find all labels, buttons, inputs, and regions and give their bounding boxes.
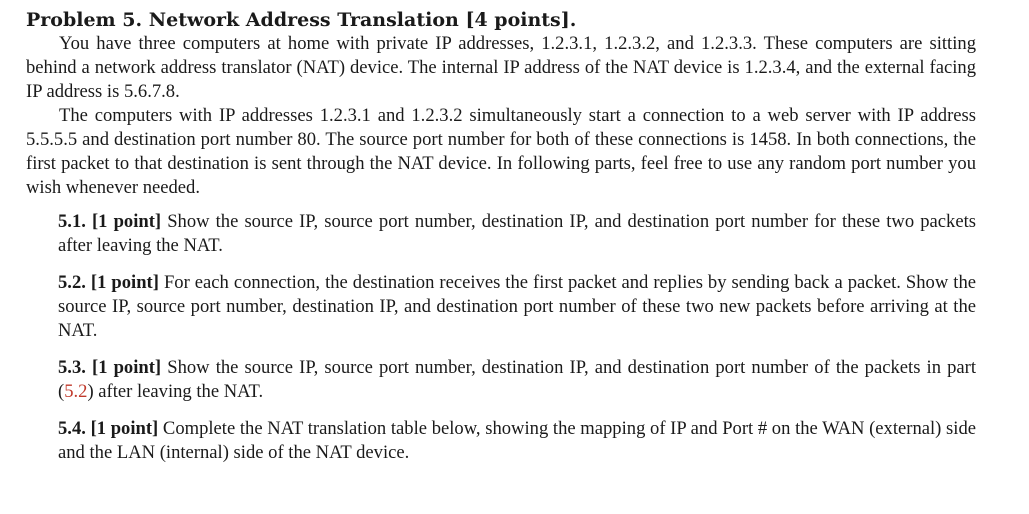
part-points: [1 point] [90,418,159,439]
subparts-list [26,210,976,465]
problem-number: Problem 5. [26,9,143,31]
problem-page [26,8,976,478]
part-text: For each connection, the destination receives the first packet and replies by sending back a packet. Show the source IP, source port number, destination IP, and destination port number of these two new packets before arriving at the NAT. [58,272,977,341]
scenario-paragraph: The computers with IP addresses 1.2.3.1 and 1.2.3.2 simultaneously start a connection to a web server with IP address 5.5.5.5 and destination port number 80. The source port number for both of these connections is 1458. In both connections, the first packet to that destination is sent through the NAT device. In following parts, feel free to use any random port number you wish whenever needed. [26,105,976,198]
problem-title: Network Address Translation [148,9,459,31]
problem-points: [4 points]. [465,9,577,31]
part-number: 5.4. [58,418,86,439]
part-5-2 [58,271,976,343]
part-text: Complete the NAT translation table below, showing the mapping of IP and Port # on the WAN (external) side and the LAN (internal) side of the NAT device. [58,418,976,463]
part-reference-link[interactable]: 5.2 [64,381,88,402]
part-number: 5.2. [58,272,86,293]
part-5-3 [58,356,976,404]
part-points: [1 point] [91,211,162,232]
part-text: Show the source IP, source port number, destination IP, and destination port number for these two packets after leaving the NAT. [58,211,976,256]
part-points: [1 point] [92,357,162,378]
part-5-4 [58,417,976,465]
part-points: [1 point] [90,272,159,293]
part-5-1 [58,210,976,258]
part-text-after: ) after leaving the NAT. [87,381,264,402]
problem-heading [26,8,976,32]
intro-paragraph: You have three computers at home with private IP addresses, 1.2.3.1, 1.2.3.2, and 1.2.3.3. These computers are sitting behind a network address translator (NAT) device. The internal IP address of the NAT device is 1.2.3.4, and the external facing IP address is 5.6.7.8. [26,33,976,102]
part-text-before: Show the source IP, source port number, destination IP, and destination port number of the packets in part ( [58,357,977,402]
part-number: 5.3. [58,357,86,378]
part-number: 5.1. [58,211,86,232]
